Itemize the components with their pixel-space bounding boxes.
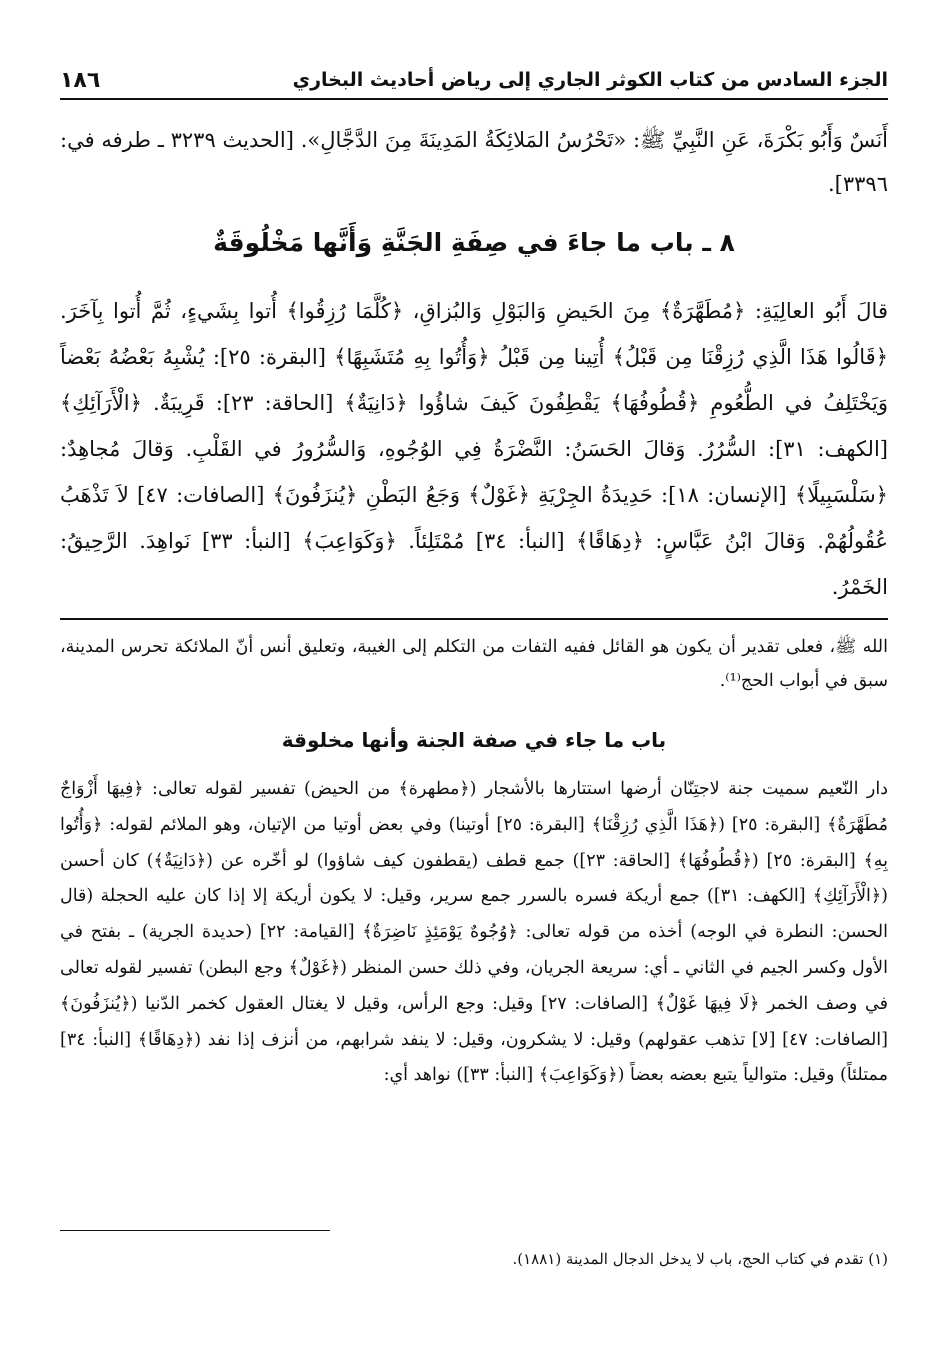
explanation-text: دار النّعيم سميت جنة لاجتِنّان أرضها استتارها بالأشجار (﴿مطهرة﴾ من الحيض) تفسير لقوله تعالى: ﴿فِيهَا أَزْوَاجٌ مُطَهَّرَةٌ﴾ [البقرة: ٢٥] (﴿هَذَا الَّذِي رُزِقْنَا﴾ [البقرة: ٢٥] أوتينا) وفي بعض أوتيا من الإتيان، وهو الملائم لقوله: ﴿وَأُتُوا بِهِ﴾ [البقرة: ٢٥] (﴿قُطُوفُهَا﴾ [الحاقة: ٢٣]) جمع قطف (يقطفون كيف شاؤوا) لو أخّره عن (﴿دَانِيَةٌ﴾) كان أحسن (﴿الْأَرَآئِكِ﴾ [الكهف: ٣١]) جمع أريكة فسره بالسرر جمع سرير، وقيل: لا يكون أريكة إلا إذا كان عليه الحجلة (قال الحسن: النطرة في الوجه) أخذه من قوله تعالى: ﴿وُجُوهٌ يَوْمَئِذٍ نَاضِرَةٌ﴾ [القيامة: ٢٢] (حديدة الجرية) ـ بفتح في الأول وكسر الجيم في الثاني ـ أي: سريعة الجريان، وفي ذلك حسن المنظر (﴿غَوْلٌ﴾ وجع البطن) تفسير لقوله تعالى في وصف الخمر ﴿لَا فِيهَا غَوْلٌ﴾ [الصافات: ٢٧] وقيل: وجع الرأس، وقيل لا يغتال العقول كخمر الدّنيا (﴿يُنزَفُونَ﴾ [الصافات: ٤٧] [لا] تذهب عقولهم) وقيل: لا يشكرون، وقيل: لا ينفد شرابهم، من أنزف إذا نفد (﴿دِهَاقًا﴾ [النبأ: ٣٤] ممتلئاً) وقيل: متوالياً يتبع بعضه بعضاً (﴿وَكَوَاعِبَ﴾ [النبأ: ٣٣]) نواهد أي: [60, 779, 889, 1086]
explanation-heading: باب ما جاء في صفة الجنة وأنها مخلوقة [281, 728, 667, 752]
footnote-rule [60, 1230, 330, 1231]
hadith-text: أَنَسٌ وَأَبُو بَكْرَةَ، عَنِ النَّبِيِّ ﷺ: «تَحْرُسُ المَلائِكَةُ المَدِينَةَ مِنَ الدَّجَّالِ». [الحديث ٣٢٣٩ ـ طرفه في: ٣٣٩٦]. [60, 128, 888, 196]
commentary-text: الله ﷺ، فعلى تقدير أن يكون هو القائل ففيه التفات من التكلم إلى الغيبة، وتعليق أنس أنّ الملائكة تحرس المدينة، سبق في أبواب الحج⁽¹⁾. [60, 637, 888, 691]
chapter-text: قالَ أَبُو العالِيَةِ: ﴿مُطَهَّرَةٌ﴾ مِنَ الحَيضِ وَالبَوْلِ وَالبُزاقِ، ﴿كُلَّمَا رُزِقُوا﴾ أُتوا بِشَيءٍ، ثُمَّ أُتوا بِآخَرَ. ﴿قَالُوا هَذَا الَّذِي رُزِقْنَا مِن قَبْلُ﴾ أُتِينا مِن قَبْلُ ﴿وَأُتُوا بِهِ مُتَشَبِهًا﴾ [البقرة: ٢٥]: يُشْبِهُ بَعْضُهُ بَعْضاً وَيَخْتَلِفُ في الطُّعُومِ ﴿قُطُوفُهَا﴾ يَقْطِفُونَ كَيفَ شاؤُوا ﴿دَانِيَةٌ﴾ [الحاقة: ٢٣]: قَرِيبَةٌ. ﴿الْأَرَآئِكِ﴾ [الكهف: ٣١]: السُّرُرُ. وَقالَ الحَسَنُ: النَّضْرَةُ فِي الوُجُوهِ، وَالسُّرُورُ في القَلْبِ. وَقالَ مُجاهِدٌ: ﴿سَلْسَبِيلًا﴾ [الإنسان: ١٨]: حَدِيدَةُ الجِرْيَةِ ﴿غَوْلٌ﴾ وَجَعُ البَطْنِ ﴿يُنزَفُونَ﴾ [الصافات: ٤٧] لاَ تَذْهَبُ عُقُولُهُمْ. وَقالَ ابْنُ عَبَّاسٍ: ﴿دِهَاقًا﴾ [النبأ: ٣٤] مُمْتَلِئاً. ﴿وَكَوَاعِبَ﴾ [النبأ: ٣٣] نَواهِدَ. الرَّحِيقُ: الخَمْرُ. [60, 299, 889, 599]
running-title: الجزء السادس من كتاب الكوثر الجاري إلى رياض أحاديث البخاري [292, 69, 888, 91]
footnote: (١) تقدم في كتاب الحج، باب لا يدخل الدجال المدينة (١٨٨١). [512, 1250, 888, 1268]
chapter-heading: ٨ ـ باب ما جاءَ في صِفَةِ الجَنَّةِ وَأَنَّها مَخْلُوقَةٌ [213, 228, 735, 257]
section-divider [60, 618, 888, 620]
page-header [60, 62, 888, 100]
book-page [60, 40, 888, 1340]
page-number: ١٨٦ [60, 67, 101, 93]
